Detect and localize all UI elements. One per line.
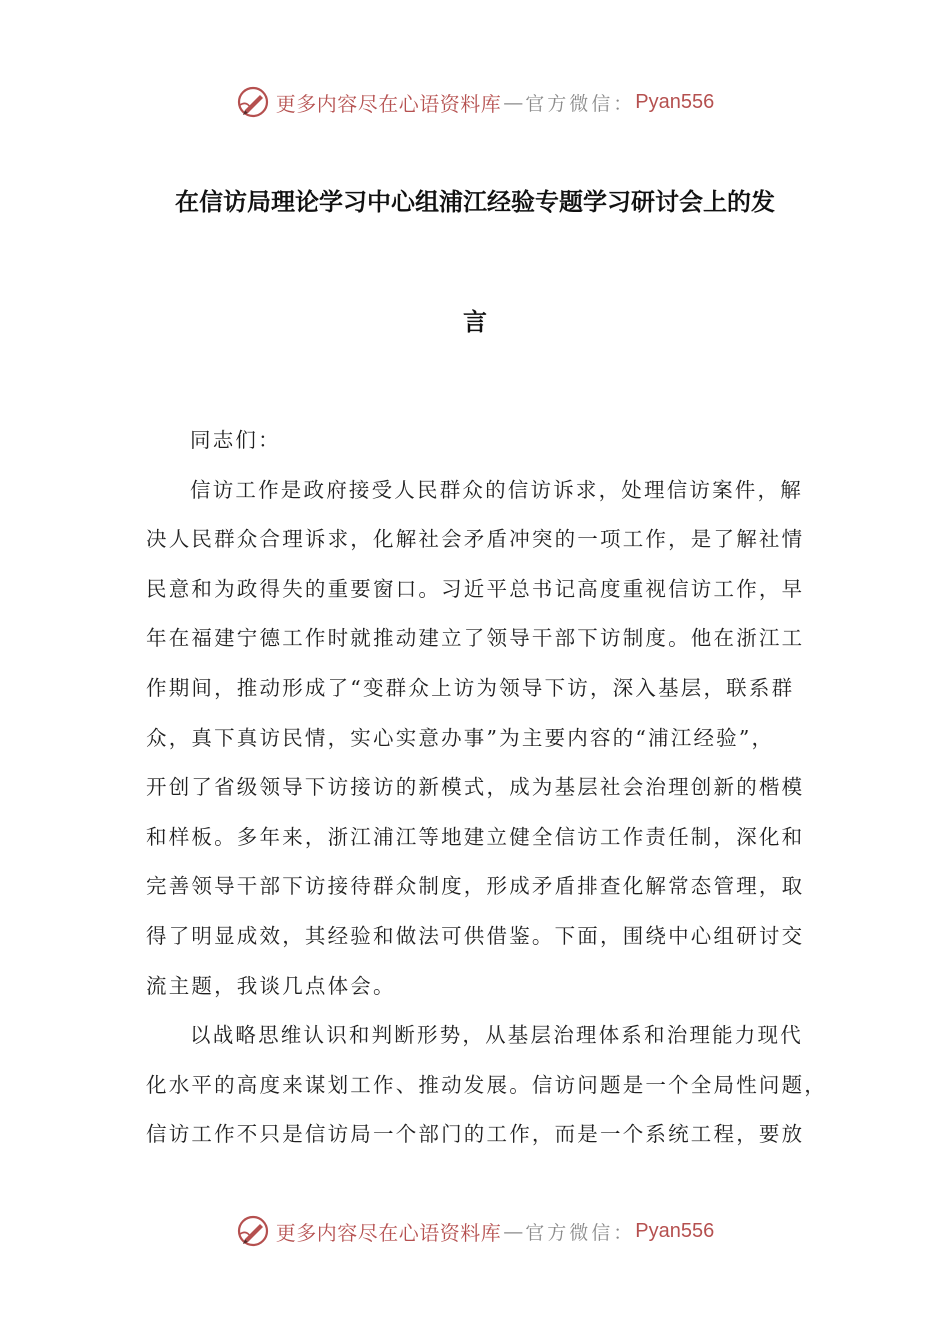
paragraph-line: 信访工作是政府接受人民群众的信访诉求，处理信访案件，解 bbox=[190, 477, 803, 502]
paragraph-line: 年在福建宁德工作时就推动建立了领导干部下访制度。他在浙江工 bbox=[146, 626, 805, 651]
banner-separator: — bbox=[503, 90, 524, 114]
paragraph-line: 开创了省级领导下访接访的新模式，成为基层社会治理创新的楷模 bbox=[146, 775, 805, 800]
paragraph-line: 众，真下真访民情，实心实意办事”为主要内容的“浦江经验”， bbox=[146, 725, 775, 750]
banner-wechat-label: 官方微信： bbox=[525, 92, 636, 115]
document-title-line-1: 在信访局理论学习中心组浦江经验专题学习研讨会上的发 bbox=[175, 188, 775, 216]
document-body bbox=[146, 416, 827, 1160]
paragraph-line: 得了明显成效，其经验和做法可供借鉴。下面，围绕中心组研讨交 bbox=[146, 923, 805, 948]
paragraph-line: 信访工作不只是信访局一个部门的工作，而是一个系统工程，要放 bbox=[146, 1122, 805, 1147]
banner-wechat-label: 官方微信： bbox=[525, 1221, 636, 1244]
banner-separator: — bbox=[503, 1219, 524, 1243]
salutation: 同志们： bbox=[190, 428, 281, 452]
paragraph-line: 完善领导干部下访接待群众制度，形成矛盾排查化解常态管理，取 bbox=[146, 874, 805, 899]
pen-logo-icon bbox=[236, 85, 270, 119]
paragraph-line: 作期间，推动形成了“变群众上访为领导下访，深入基层，联系群 bbox=[146, 675, 795, 700]
banner-text: 更多内容尽在心语资料库 bbox=[275, 91, 502, 116]
document-title-line-2: 言 bbox=[463, 308, 487, 336]
footer-watermark-banner bbox=[0, 1209, 950, 1253]
paragraph-line: 和样板。多年来，浙江浦江等地建立健全信访工作责任制，深化和 bbox=[146, 824, 805, 849]
paragraph-line: 化水平的高度来谋划工作、推动发展。信访问题是一个全局性问题， bbox=[146, 1072, 827, 1097]
paragraph-line: 决人民群众合理诉求，化解社会矛盾冲突的一项工作，是了解社情 bbox=[146, 527, 805, 552]
banner-wechat-id: Pyan556 bbox=[635, 90, 715, 113]
pen-logo-icon bbox=[236, 1214, 270, 1248]
banner-wechat-id: Pyan556 bbox=[635, 1219, 715, 1242]
paragraph-line: 民意和为政得失的重要窗口。习近平总书记高度重视信访工作，早 bbox=[146, 576, 805, 601]
paragraph-line: 流主题，我谈几点体会。 bbox=[146, 973, 396, 998]
banner-text: 更多内容尽在心语资料库 bbox=[275, 1220, 502, 1245]
header-watermark-banner bbox=[0, 80, 950, 124]
paragraph-line: 以战略思维认识和判断形势，从基层治理体系和治理能力现代 bbox=[190, 1023, 803, 1048]
